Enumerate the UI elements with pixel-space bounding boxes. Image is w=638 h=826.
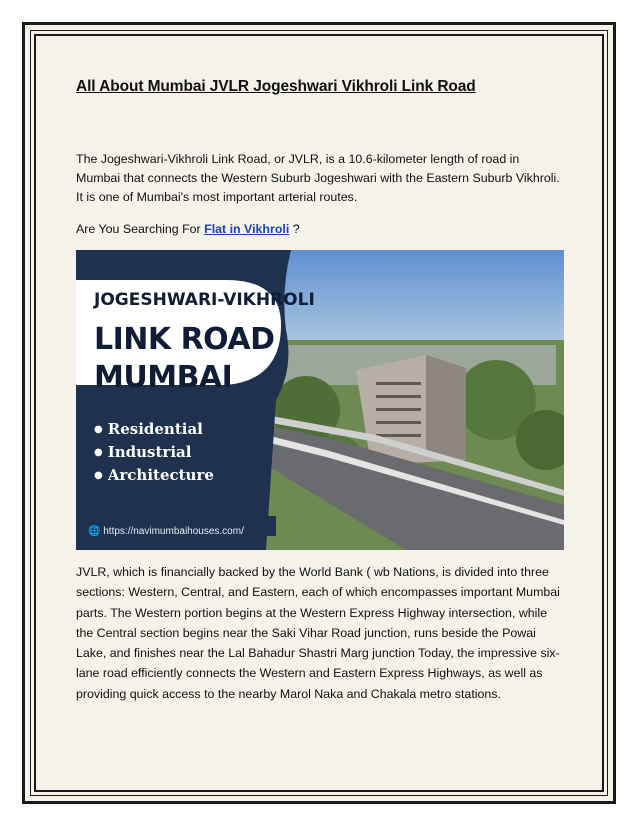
hero-image (76, 250, 564, 550)
search-prompt-prefix: Are You Searching For (76, 222, 205, 236)
globe-icon: 🌐 (88, 526, 101, 537)
hero-heading-line-3: MUMBAI (94, 360, 233, 395)
hero-url (88, 526, 244, 537)
body-paragraph: JVLR, which is financially backed by the World Bank ( wb Nations, is divided into three sections: Western, Central, and Eastern, each of which encompasses important Mumbai parts. The Western portion begins at the Western Express Highway intersection, while the Central section begins near the Saki Vihar Road junction, runs beside the Powai Lake, and finishes near the Lal Bahadur Shastri Marg junction Today, the impressive six-lane road efficiently connects the Western and Eastern Express Highways, as well as providing quick access to the nearby Marol Naka and Chakala metro stations. (76, 565, 560, 701)
page-title: All About Mumbai JVLR Jogeshwari Vikhroli Link Road (76, 78, 476, 95)
hero-heading-line-2: LINK ROAD (94, 322, 275, 357)
search-prompt (76, 220, 560, 239)
hero-bullet-residential: ● Residential (94, 418, 214, 441)
intro-paragraph: The Jogeshwari-Vikhroli Link Road, or JVLR, is a 10.6-kilometer length of road in Mumbai that connects the Western Suburb Jogeshwari with the Eastern Suburb Vikhroli. It is one of Mumbai's most important arterial routes. (76, 152, 560, 204)
hero-bullet-industrial: ● Industrial (94, 441, 214, 464)
search-prompt-suffix: ? (289, 222, 300, 236)
hero-url-text: https://navimumbaihouses.com/ (103, 526, 244, 537)
hero-heading-line-1: JOGESHWARI-VIKHROLI (94, 290, 315, 310)
hero-bullet-list (94, 418, 214, 487)
flat-in-vikhroli-link[interactable]: Flat in Vikhroli (204, 222, 290, 236)
hero-bullet-architecture: ● Architecture (94, 464, 214, 487)
